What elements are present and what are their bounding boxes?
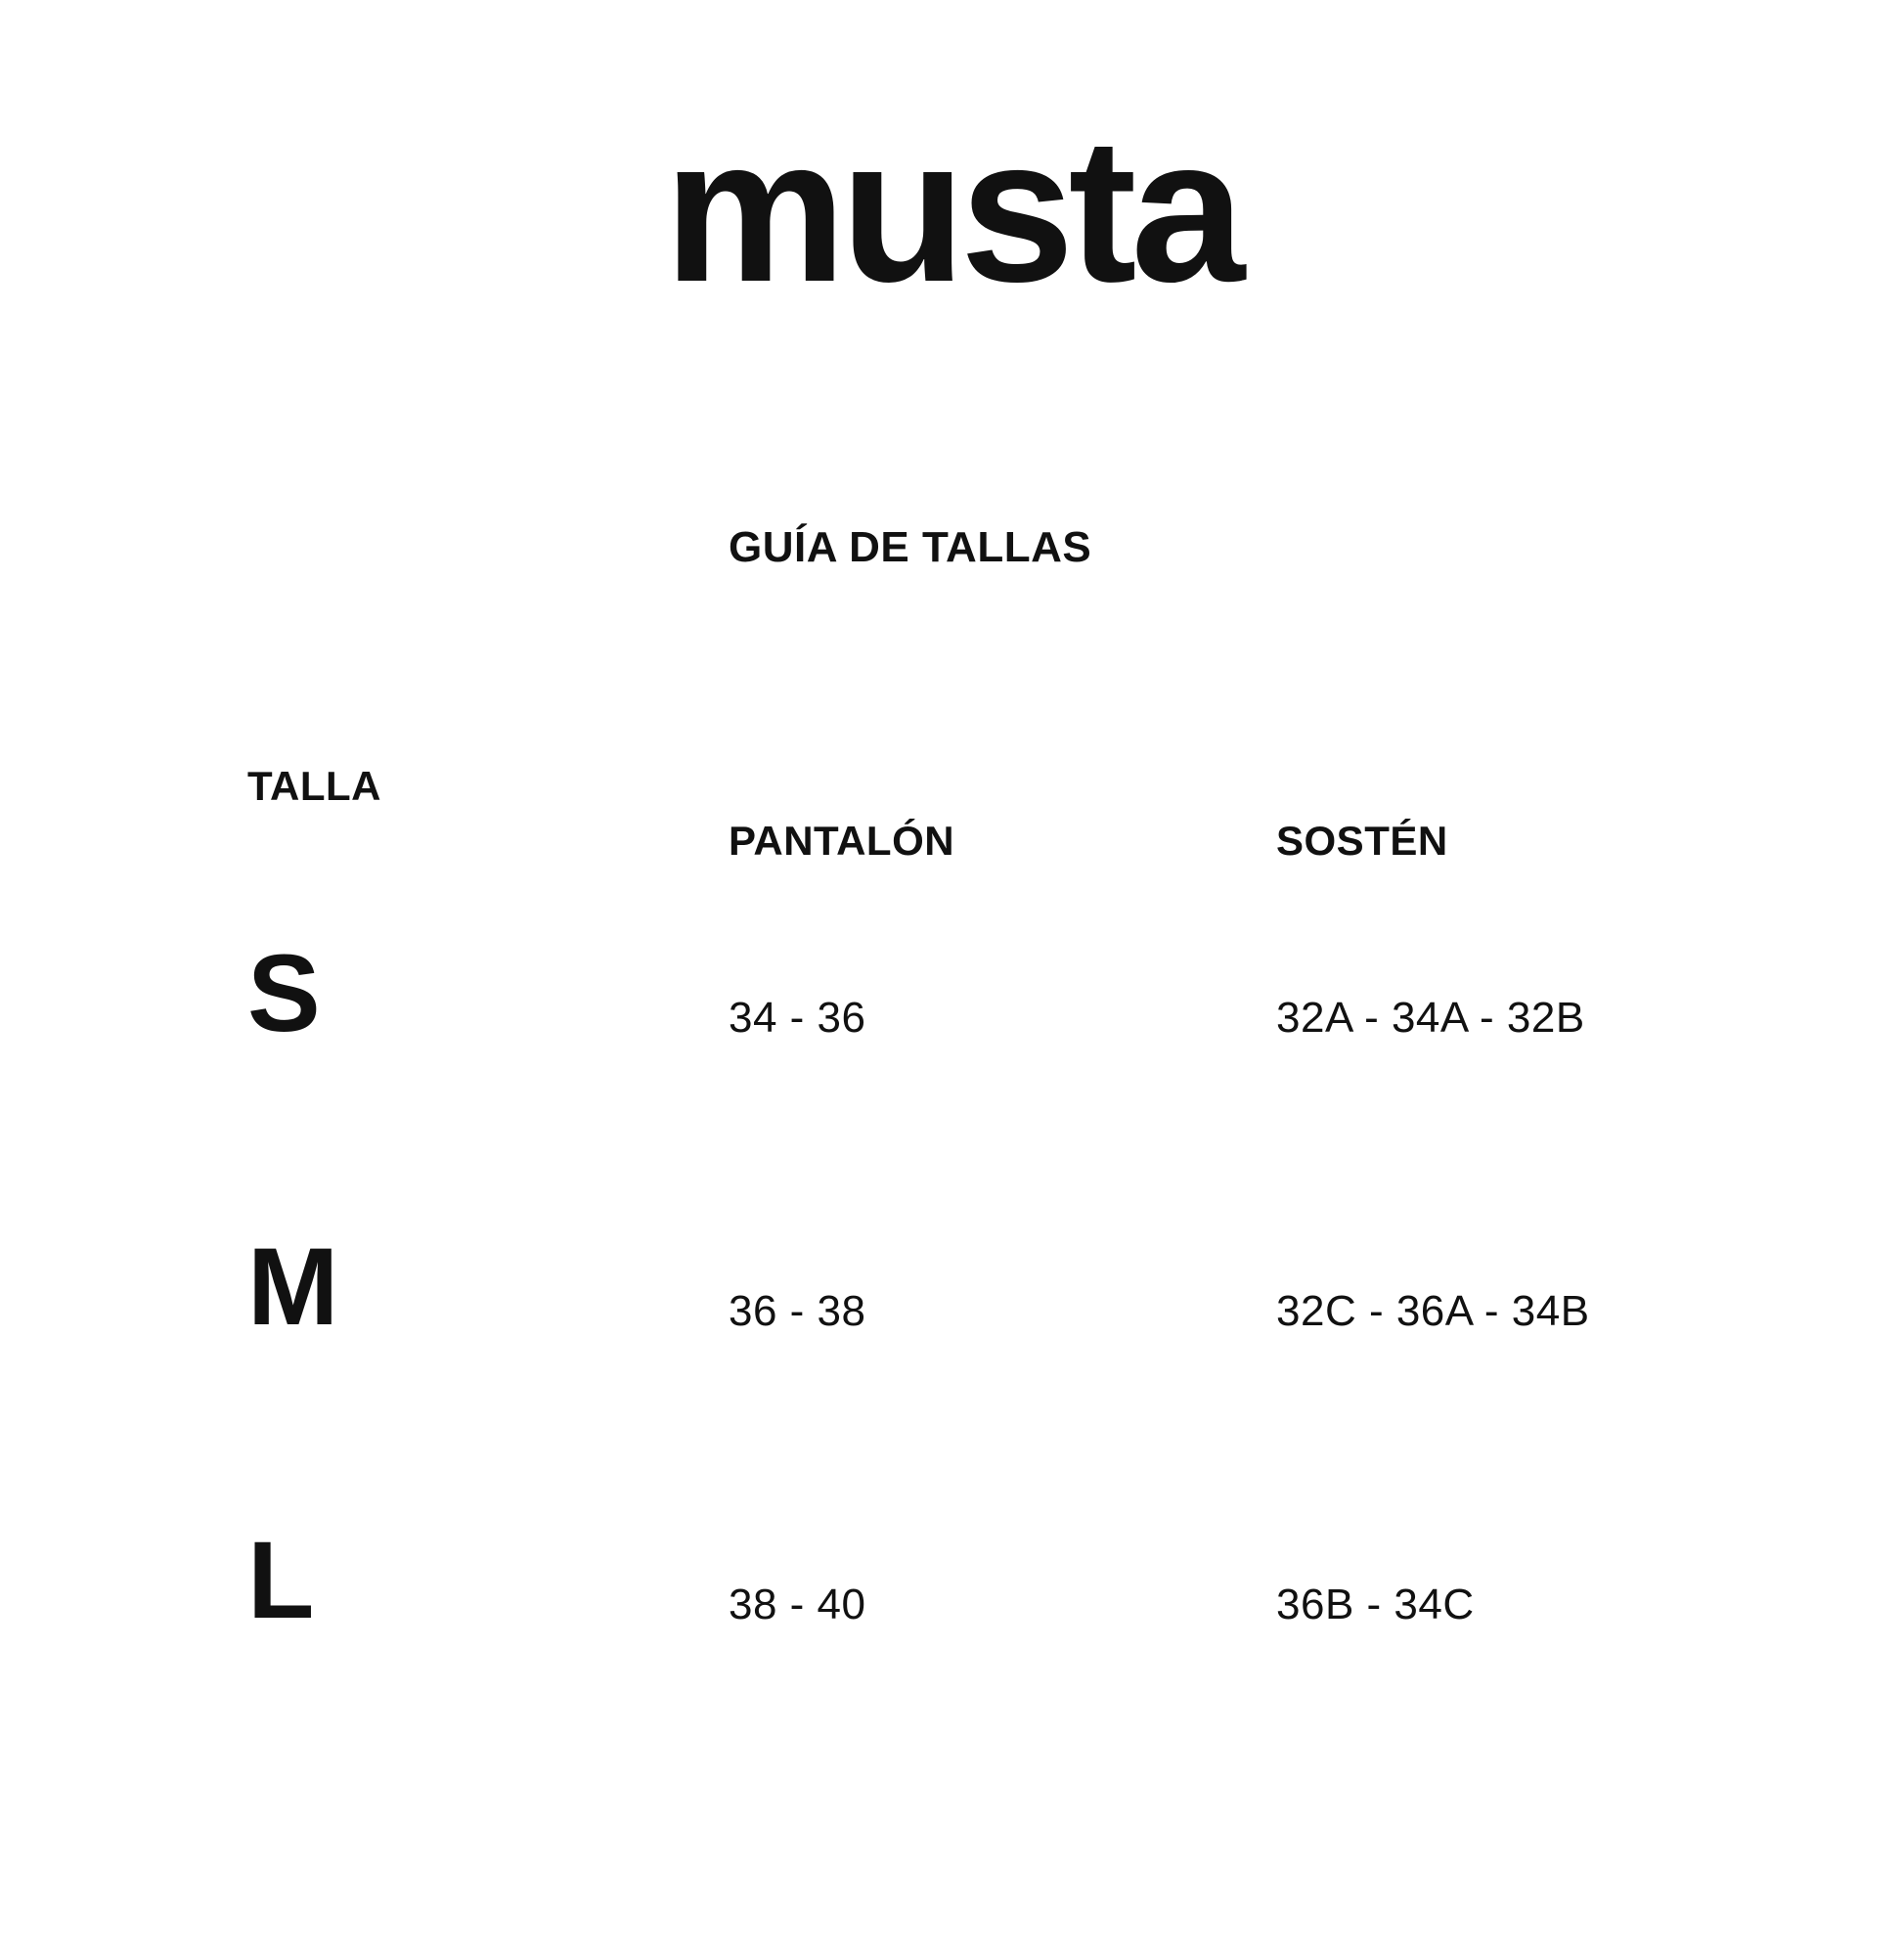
table-row bbox=[0, 932, 1903, 1232]
size-label: M bbox=[247, 1225, 338, 1348]
column-header-talla: TALLA bbox=[247, 763, 382, 809]
table-header-row bbox=[0, 763, 1903, 939]
pantalon-value: 36 - 38 bbox=[729, 1287, 866, 1335]
size-label: S bbox=[247, 932, 320, 1054]
sosten-value: 36B - 34C bbox=[1276, 1581, 1475, 1628]
column-header-sosten: SOSTÉN bbox=[1276, 818, 1448, 864]
table-row bbox=[0, 1519, 1903, 1819]
size-label: L bbox=[247, 1519, 314, 1641]
brand-logo: musta bbox=[663, 95, 1240, 325]
sosten-value: 32C - 36A - 34B bbox=[1276, 1287, 1590, 1335]
pantalon-value: 38 - 40 bbox=[729, 1581, 866, 1628]
sosten-value: 32A - 34A - 32B bbox=[1276, 994, 1585, 1042]
table-row bbox=[0, 1225, 1903, 1526]
column-header-pantalon: PANTALÓN bbox=[729, 818, 955, 864]
size-table bbox=[0, 763, 1903, 1819]
page-title: GUÍA DE TALLAS bbox=[729, 523, 1092, 571]
pantalon-value: 34 - 36 bbox=[729, 994, 866, 1042]
